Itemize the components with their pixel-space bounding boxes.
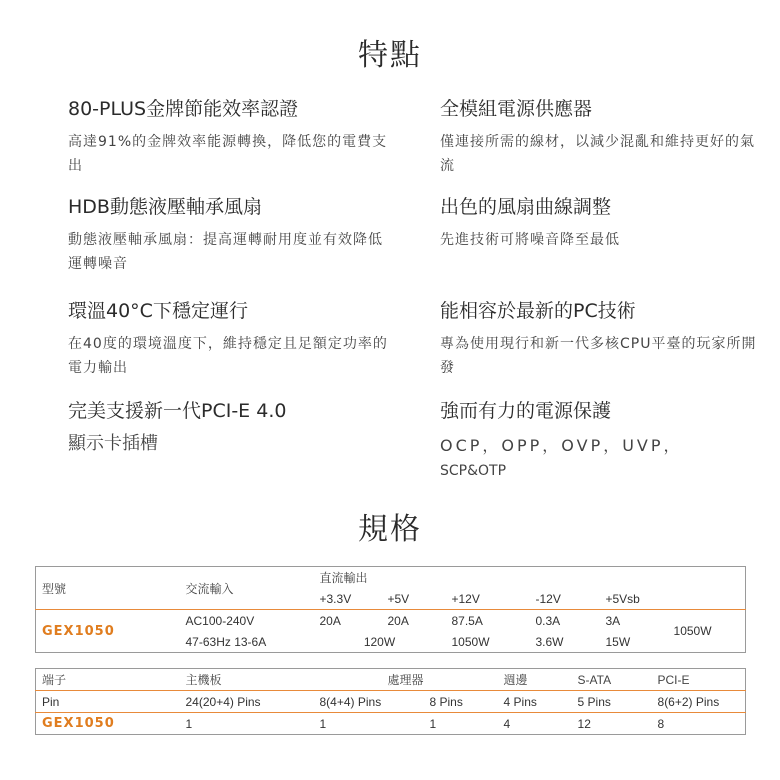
pin-spec: 8(4+4) Pins bbox=[314, 691, 424, 713]
pin-spec: 8(6+2) Pins bbox=[652, 691, 746, 713]
feature-desc: 專為使用現行和新一代多核CPU平臺的玩家所開發 bbox=[440, 336, 757, 376]
rail-label: +5V bbox=[382, 588, 446, 610]
feature-title: 完美支援新一代PCI-E 4.0 bbox=[68, 400, 287, 422]
connector-label: 端子 bbox=[36, 669, 180, 691]
connector-count: 1 bbox=[319, 716, 327, 731]
model-label: 型號 bbox=[36, 567, 180, 610]
pin-spec: 24(20+4) Pins bbox=[180, 691, 314, 713]
feature-hdb-fan bbox=[68, 194, 388, 276]
feature-desc: 在40度的環境溫度下，維持穩定且足額定功率的電力輸出 bbox=[68, 336, 388, 376]
feature-desc: 高達91%的金牌效率能源轉換，降低您的電費支出 bbox=[68, 134, 388, 174]
feature-title: 出色的風扇曲線調整 bbox=[440, 196, 612, 218]
connector-count: 1 bbox=[429, 716, 437, 731]
feature-desc bbox=[440, 434, 760, 483]
ac-frequency: 47-63Hz 13-6A bbox=[185, 634, 267, 649]
feature-protection bbox=[440, 398, 760, 483]
protection-list-cont: SCP&OTP bbox=[440, 463, 507, 479]
rail-label: +3.3V bbox=[314, 588, 382, 610]
rail-label: +12V bbox=[446, 588, 530, 610]
feature-fan-curve bbox=[440, 194, 760, 252]
ac-voltage: AC100-240V bbox=[185, 613, 255, 628]
features-title: 特點 bbox=[358, 38, 422, 73]
feature-title: HDB動態液壓軸承風扇 bbox=[68, 196, 262, 218]
rail-amps: 20A bbox=[387, 613, 409, 628]
model-name: GEX1050 bbox=[42, 716, 115, 731]
feature-desc: 動態液壓軸承風扇：提高運轉耐用度並有效降低運轉噪音 bbox=[68, 232, 383, 272]
ac-input-label: 交流輸入 bbox=[180, 567, 314, 610]
feature-title: 80-PLUS金牌節能效率認證 bbox=[68, 98, 299, 120]
feature-title: 強而有力的電源保護 bbox=[440, 400, 612, 422]
peripheral-label: 週邊 bbox=[498, 669, 572, 691]
connector-count: 12 bbox=[577, 716, 591, 731]
rail-amps: 3A bbox=[605, 613, 621, 628]
feature-pc-compatibility bbox=[440, 298, 760, 380]
spec-table-power bbox=[35, 566, 746, 653]
feature-40c-operation bbox=[68, 298, 388, 380]
rail-watts-m12v: 3.6W bbox=[535, 634, 564, 649]
specs-title: 規格 bbox=[358, 512, 422, 547]
model-name: GEX1050 bbox=[42, 623, 115, 639]
rail-amps: 20A bbox=[319, 613, 341, 628]
dc-output-label: 直流輸出 bbox=[319, 571, 368, 585]
pin-spec: 4 Pins bbox=[498, 691, 572, 713]
feature-title: 能相容於最新的PC技術 bbox=[440, 300, 636, 322]
mainboard-label: 主機板 bbox=[180, 669, 314, 691]
feature-desc: 先進技術可將噪音降至最低 bbox=[440, 232, 620, 248]
rail-label: +5Vsb bbox=[600, 588, 668, 610]
feature-desc: 僅連接所需的線材，以減少混亂和維持更好的氣流 bbox=[440, 134, 755, 174]
feature-title: 環溫40°C下穩定運行 bbox=[68, 300, 248, 322]
connector-count: 1 bbox=[185, 716, 193, 731]
pin-spec: 5 Pins bbox=[572, 691, 652, 713]
feature-title: 全模組電源供應器 bbox=[440, 98, 593, 120]
feature-pcie4 bbox=[68, 398, 388, 456]
connector-count: 4 bbox=[503, 716, 511, 731]
connector-count: 8 bbox=[657, 716, 665, 731]
feature-desc: 顯示卡插槽 bbox=[68, 433, 158, 454]
rail-amps: 0.3A bbox=[535, 613, 561, 628]
pin-label: Pin bbox=[36, 691, 180, 713]
sata-label: S-ATA bbox=[572, 669, 652, 691]
feature-full-modular bbox=[440, 96, 760, 178]
spec-table-connectors bbox=[35, 668, 746, 735]
rail-watts-12v: 1050W bbox=[451, 634, 490, 649]
rail-amps: 87.5A bbox=[451, 613, 483, 628]
cpu-label: 處理器 bbox=[314, 669, 498, 691]
rail-label: -12V bbox=[530, 588, 600, 610]
rail-watts-5vsb: 15W bbox=[605, 634, 631, 649]
pcie-label: PCI-E bbox=[652, 669, 746, 691]
pin-spec: 8 Pins bbox=[424, 691, 498, 713]
total-watts: 1050W bbox=[673, 624, 712, 638]
rail-watts-3v3-5v: 120W bbox=[363, 634, 396, 649]
protection-list: OCP，OPP，OVP，UVP， bbox=[440, 436, 683, 455]
feature-gold-efficiency bbox=[68, 96, 388, 178]
